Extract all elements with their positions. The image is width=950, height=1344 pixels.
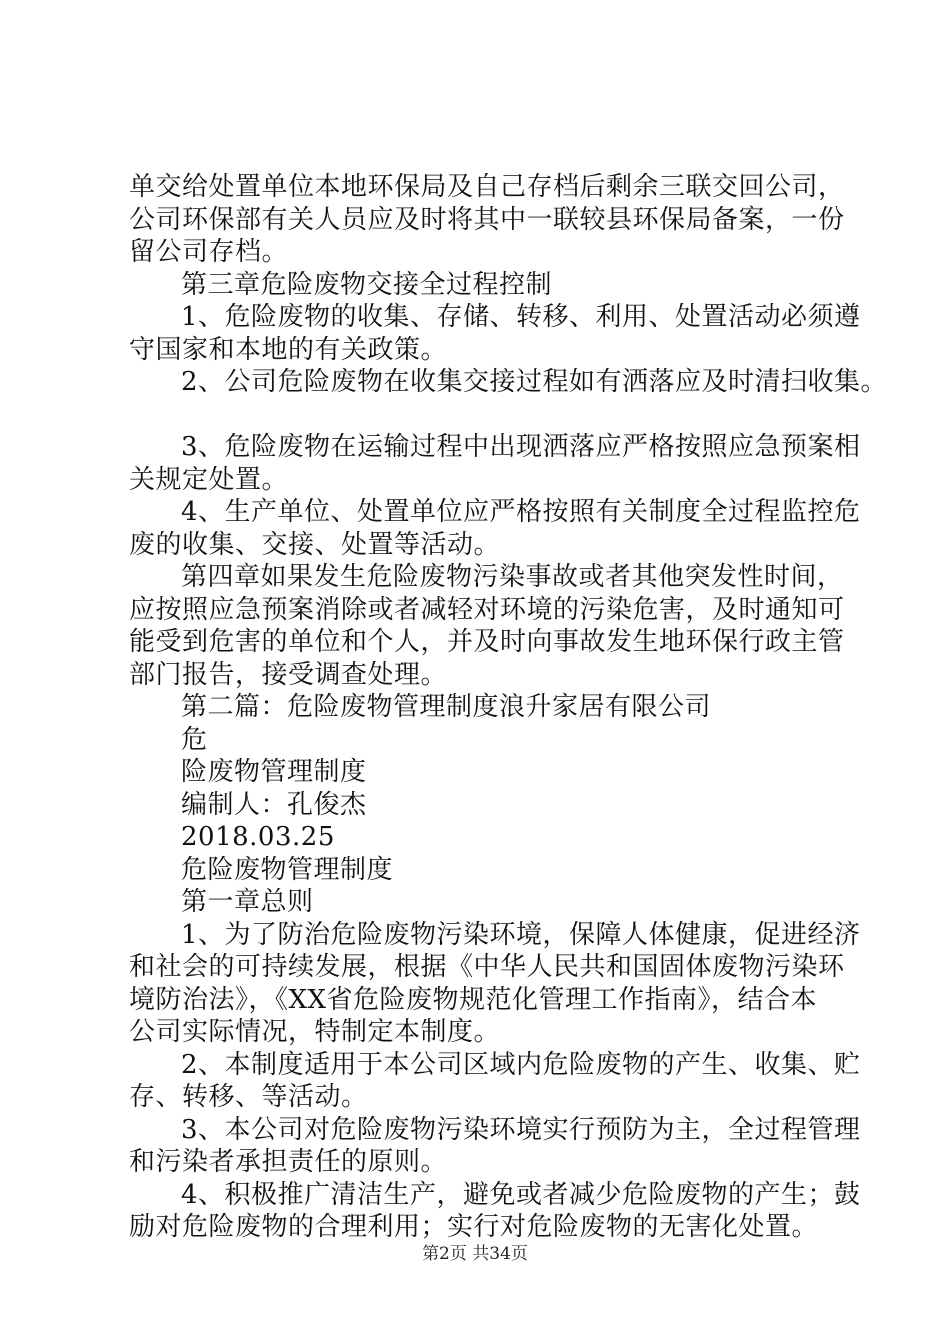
text-line: 部门报告，接受调查处理。	[129, 659, 448, 690]
text-line: 公司实际情况，特制定本制度。	[129, 1017, 501, 1047]
document-body	[129, 171, 888, 1244]
page-number: 第2页 共34页	[422, 1244, 528, 1264]
text-line: 2018.03.25	[181, 822, 335, 852]
text-line: 和污染者承担责任的原则。	[129, 1147, 448, 1177]
text-line: 公司环保部有关人员应及时将其中一联较县环保局备案，一份	[129, 204, 845, 235]
text-line: 励对危险废物的合理利用；实行对危险废物的无害化处置。	[129, 1212, 819, 1242]
text-line: 和社会的可持续发展，根据《中华人民共和国固体废物污染环	[129, 952, 845, 982]
text-line: 3、本公司对危险废物污染环境实行预防为主，全过程管理	[181, 1114, 861, 1145]
page-footer	[0, 1244, 950, 1264]
text-line: 4、积极推广清洁生产，避免或者减少危险废物的产生；鼓	[181, 1179, 861, 1210]
text-line: 存、转移、等活动。	[129, 1082, 368, 1112]
text-line: 编制人：孔俊杰	[181, 789, 367, 820]
text-line: 第三章危险废物交接全过程控制	[181, 269, 553, 300]
text-line: 4、生产单位、处置单位应严格按照有关制度全过程监控危	[181, 497, 861, 527]
text-line: 1、为了防治危险废物污染环境，保障人体健康，促进经济	[181, 919, 861, 950]
text-line: 关规定处置。	[129, 464, 289, 495]
text-line: 留公司存档。	[129, 237, 289, 267]
text-line: 境防治法》，《XX省危险废物规范化管理工作指南》，结合本	[129, 984, 818, 1015]
text-line: 危	[181, 724, 208, 755]
text-line: 守国家和本地的有关政策。	[129, 334, 448, 365]
blank-line	[129, 399, 834, 432]
text-line: 危险废物管理制度	[181, 854, 394, 885]
text-line: 单交给处置单位本地环保局及自己存档后剩余三联交回公司，	[129, 172, 845, 202]
text-line: 1、危险废物的收集、存储、转移、利用、处置活动必须遵	[181, 302, 861, 332]
text-line: 2、公司危险废物在收集交接过程如有洒落应及时清扫收集。	[181, 367, 888, 397]
text-line: 应按照应急预案消除或者减轻对环境的污染危害，及时通知可	[129, 594, 845, 625]
text-line: 第四章如果发生危险废物污染事故或者其他突发性时间，	[181, 562, 844, 592]
text-line: 能受到危害的单位和个人，并及时向事故发生地环保行政主管	[129, 627, 845, 657]
text-line: 第二篇：危险废物管理制度浪升家居有限公司	[181, 692, 712, 722]
text-line: 2、本制度适用于本公司区域内危险废物的产生、收集、贮	[181, 1049, 861, 1080]
text-line: 险废物管理制度	[181, 757, 367, 787]
text-line: 废的收集、交接、处置等活动。	[129, 529, 501, 560]
text-line: 第一章总则	[181, 887, 314, 917]
text-line: 3、危险废物在运输过程中出现洒落应严格按照应急预案相	[181, 432, 861, 462]
